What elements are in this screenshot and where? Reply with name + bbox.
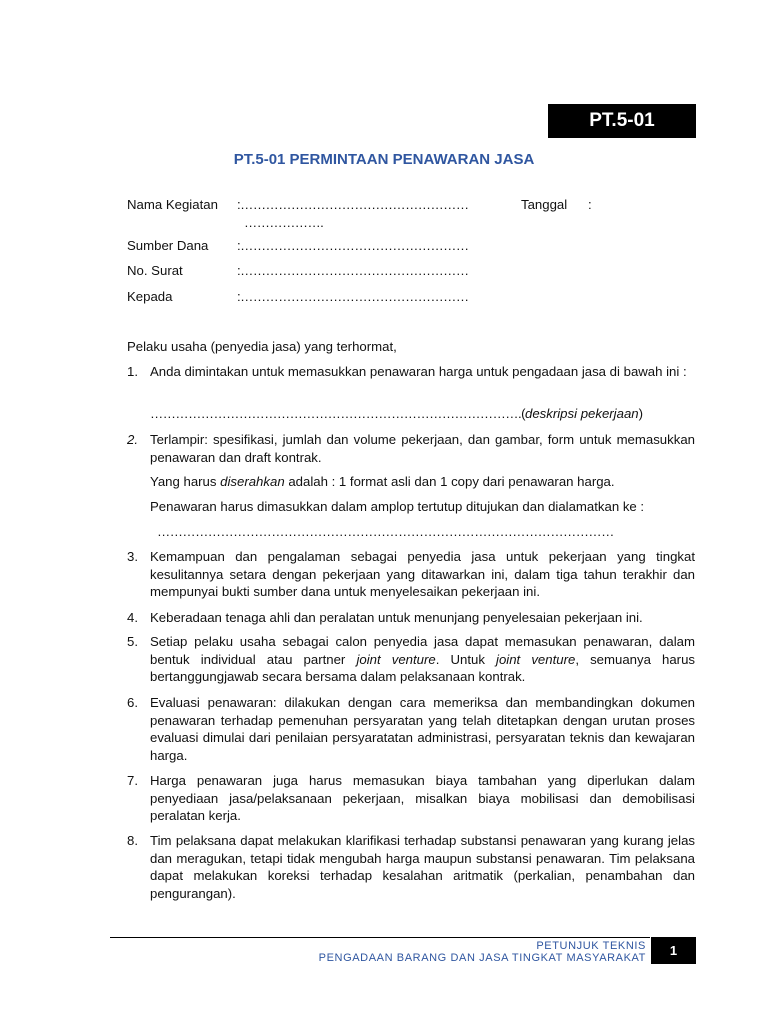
item-5-italic-1: joint venture	[356, 651, 436, 667]
footer-line-1: PETUNJUK TEKNIS	[536, 940, 646, 952]
item-4-number: 4.	[127, 610, 138, 625]
item-2-sub1-b: adalah : 1 format asli dan 1 copy dari penawaran harga.	[284, 474, 615, 489]
field-label-tanggal: Tanggal	[521, 197, 568, 212]
item-2-submission-note	[150, 473, 695, 491]
item-2-sub1-a: Yang harus	[150, 474, 221, 489]
item-6-number: 6.	[127, 695, 138, 710]
item-6-text: Evaluasi penawaran: dilakukan dengan cara memeriksa dan membandingkan dokumen penawaran terhadap pemenuhan persyaratan yang telah ditetapkan dengan urutan proses evaluasi dimulai dari penilaian persyaratatan administrasi, persyaratan teknis dan kewajaran harga.	[150, 695, 695, 763]
page-number-box	[651, 937, 696, 964]
document-code: PT.5-01	[589, 110, 655, 131]
field-value-sumber-dana: :………………………………………………	[237, 238, 469, 253]
item-2-sub1-italic: diserahkan	[220, 474, 285, 489]
field-label-kepada: Kepada	[127, 289, 173, 304]
footer-text	[319, 940, 646, 964]
document-title: PT.5-01 PERMINTAAN PENAWARAN JASA	[233, 151, 535, 168]
field-value-nama-kegiatan: :………………………………………………	[237, 197, 469, 212]
item-1-dots-end: )	[638, 406, 644, 421]
item-3-text: Kemampuan dan pengalaman sebagai penyedia jasa untuk pekerjaan yang tingkat kesulitannya setara dengan pekerjaan yang ditawarkan ini, dalam tiga tahun terakhir dan mempunyai bukti sumber dana untuk menyelesaikan pekerjaan ini.	[150, 549, 695, 599]
field-label-sumber-dana: Sumber Dana	[127, 238, 209, 253]
item-2-text: Terlampir: spesifikasi, jumlah dan volume pekerjaan, dan gambar, form untuk memasukkan penawaran dan draft kontrak.	[150, 432, 695, 465]
field-colon-tanggal: :	[588, 197, 592, 212]
field-label-no-surat: No. Surat	[127, 263, 183, 278]
item-2-envelope-note: Penawaran harus dimasukkan dalam amplop tertutup ditujukan dan dialamatkan ke :	[150, 499, 645, 514]
footer-divider	[110, 937, 650, 938]
item-7-number: 7.	[127, 773, 138, 788]
greeting: Pelaku usaha (penyedia jasa) yang terhormat,	[127, 339, 397, 354]
field-value-no-surat: :………………………………………………	[237, 263, 469, 278]
item-8-number: 8.	[127, 833, 138, 848]
item-4-text: Keberadaan tenaga ahli dan peralatan untuk menunjang penyelesaian pekerjaan ini.	[150, 610, 643, 625]
item-2-number: 2.	[127, 432, 138, 447]
item-1-dots-italic: deskripsi pekerjaan	[525, 406, 639, 421]
item-5-italic-2: joint venture	[496, 651, 576, 667]
item-1-text: Anda dimintakan untuk memasukkan penawaran harga untuk pengadaan jasa di bawah ini :	[150, 364, 687, 379]
item-5-part-3: , semuanya harus bertanggungjawab secara bersama dalam pelaksanaan kontrak.	[150, 651, 696, 684]
item-5-part-2: . Untuk	[435, 651, 497, 667]
field-value-kepada: :………………………………………………	[237, 289, 469, 304]
footer-line-2: PENGADAAN BARANG DAN JASA TINGKAT MASYARAKAT	[318, 952, 646, 964]
item-1-description-line	[150, 405, 695, 423]
item-2-address-dots: ………………………………………………………………………………………………	[157, 524, 614, 539]
field-label-nama-kegiatan: Nama Kegiatan	[127, 197, 218, 212]
item-1-dots: …………………………………………………………………………….(	[150, 406, 525, 421]
item-8-text: Tim pelaksana dapat melakukan klarifikasi terhadap substansi penawaran yang kurang jelas dan meragukan, tetapi tidak mengubah harga maupun substansi penawaran. Tim pelaksana dapat melakukan koreksi terhadap kesalahan aritmatik (perkalian, penambahan dan pengurangan).	[150, 833, 695, 901]
item-7-text: Harga penawaran juga harus memasukan biaya tambahan yang diperlukan dalam penyediaan jasa/pelaksanaan pekerjaan, misalkan biaya mobilisasi dan demobilisasi peralatan kerja.	[150, 773, 695, 823]
item-5-text	[150, 633, 695, 686]
item-3-number: 3.	[127, 549, 138, 564]
item-5-part-1: Setiap pelaku usaha sebagai calon penyedia jasa dapat memasukan penawaran, dalam bentuk individual atau partner	[150, 634, 695, 667]
document-code-box	[548, 104, 696, 138]
field-value-tanggal: ……………….	[244, 215, 324, 230]
item-1-number: 1.	[127, 364, 138, 379]
page-number: 1	[669, 943, 678, 958]
item-5-number: 5.	[127, 634, 138, 649]
